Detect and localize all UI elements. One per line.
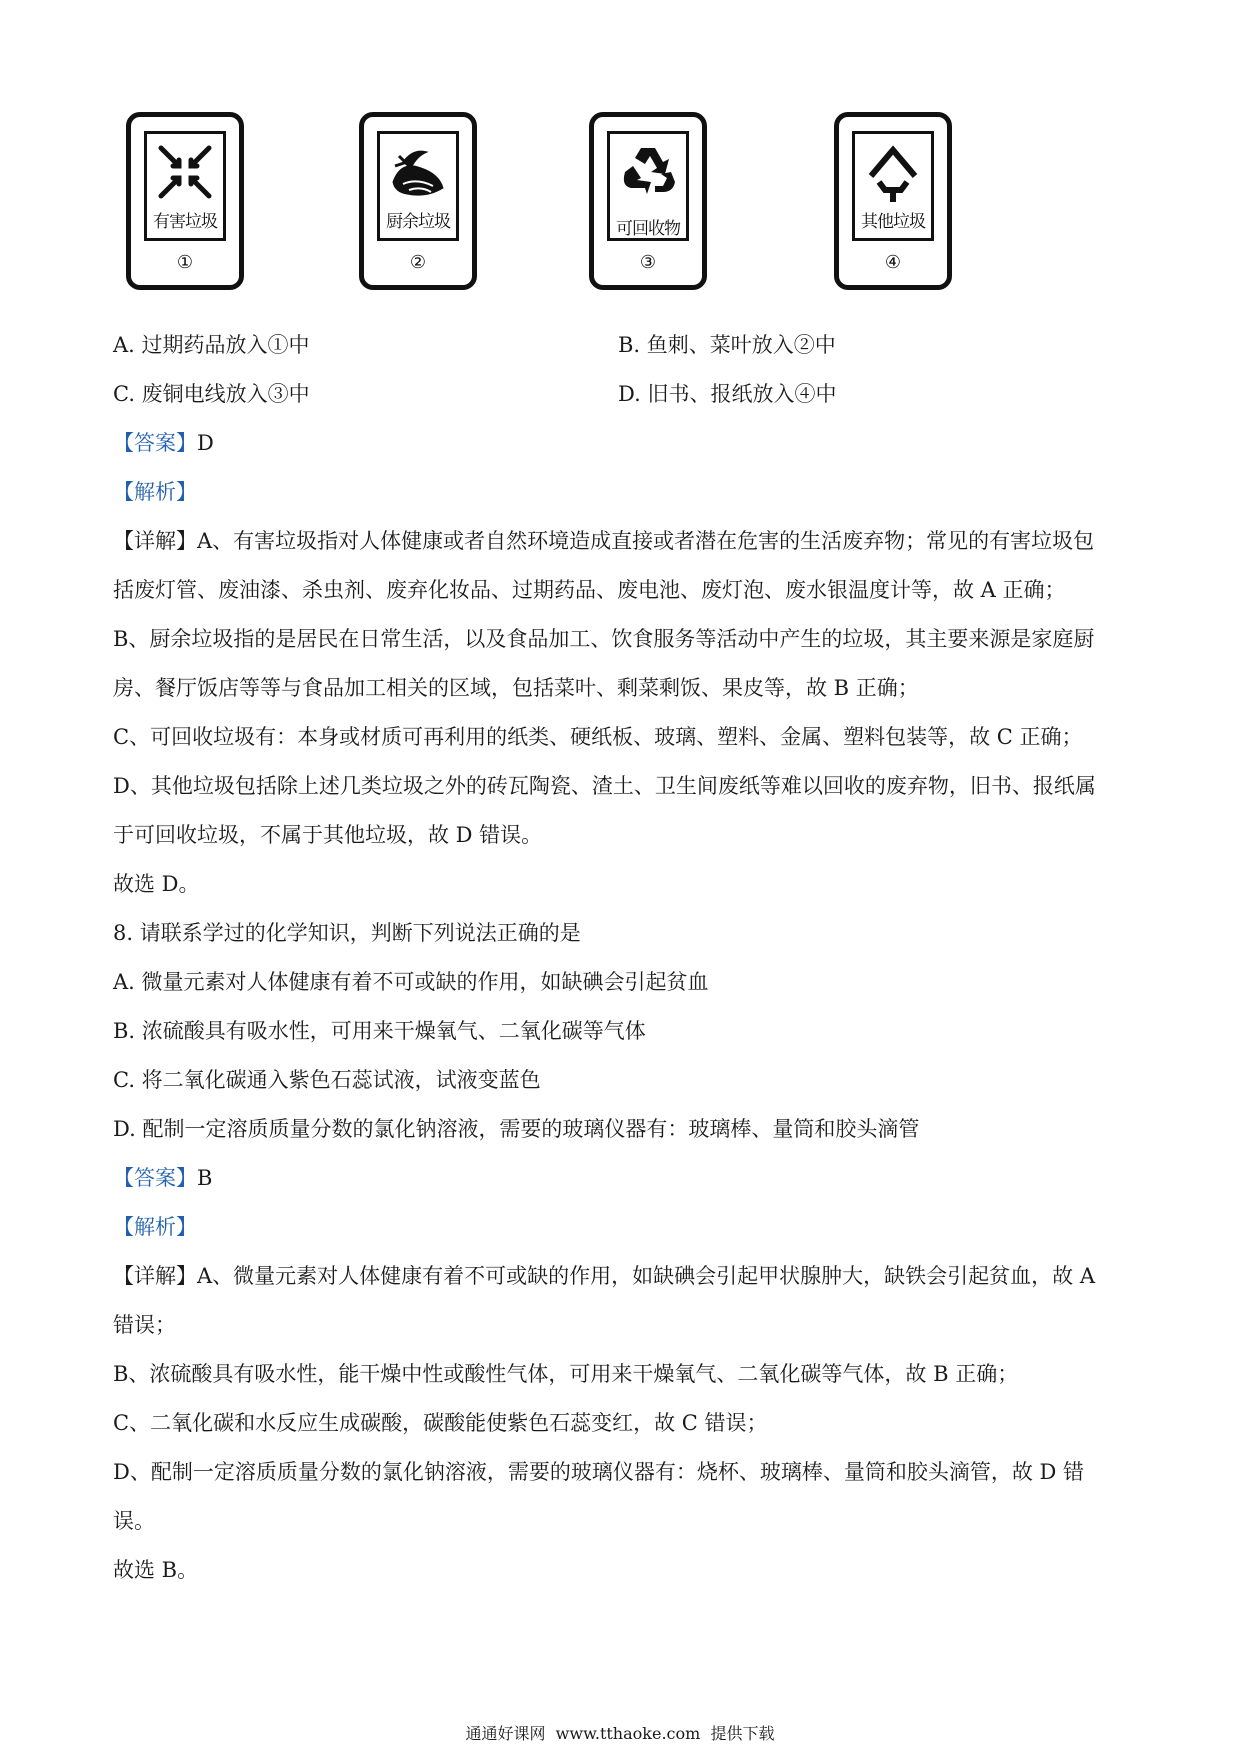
bin-label: 其他垃圾 — [861, 212, 925, 232]
q7-option-d: D. 旧书、报纸放入④中 — [618, 382, 837, 406]
garbage-bin-figure — [0, 112, 1240, 302]
detail-text: A、有害垃圾指对人体健康或者自然环境造成直接或者潜在危害的生活废弃物；常见的有害垃圾包 — [197, 529, 1095, 553]
q8-detail-line — [113, 1261, 1095, 1291]
analysis-tag: 【解析】 — [113, 1215, 197, 1239]
other-waste-arrow-icon — [863, 142, 923, 204]
kitchen-waste-bin — [359, 112, 477, 290]
q7-detail-line: 房、餐厅饭店等等与食品加工相关的区域，包括菜叶、剩菜剩饭、果皮等，故 B 正确； — [113, 676, 919, 700]
q7-detail-line: 括废灯管、废油漆、杀虫剂、废弃化妆品、过期药品、废电池、废灯泡、废水银温度计等，故 A 正确； — [113, 578, 1066, 602]
hazardous-x-icon — [155, 142, 215, 202]
detail-tag: 【详解】 — [113, 529, 197, 553]
q8-option-d: D. 配制一定溶质质量分数的氯化钠溶液，需要的玻璃仪器有：玻璃棒、量筒和胶头滴管 — [113, 1117, 920, 1141]
q7-detail-line: C、可回收垃圾有：本身或材质可再利用的纸类、硬纸板、玻璃、塑料、金属、塑料包装等，故 C 正确； — [113, 725, 1083, 749]
answer-tag: 【答案】 — [113, 431, 197, 455]
q7-conclusion: 故选 D。 — [113, 872, 200, 896]
bin-number: ① — [176, 252, 194, 273]
q8-detail-line: 错误； — [113, 1313, 176, 1337]
answer-tag: 【答案】 — [113, 1166, 197, 1190]
q7-answer — [113, 428, 214, 458]
q7-option-a: A. 过期药品放入①中 — [113, 333, 310, 357]
q7-analysis-heading — [113, 477, 197, 507]
q8-answer — [113, 1163, 212, 1193]
q8-detail-line: C、二氧化碳和水反应生成碳酸，碳酸能使紫色石蕊变红，故 C 错误； — [113, 1411, 768, 1435]
hazardous-waste-bin — [126, 112, 244, 290]
q8-detail-line: D、配制一定溶质质量分数的氯化钠溶液，需要的玻璃仪器有：烧杯、玻璃棒、量筒和胶头滴管，故 D 错 — [113, 1460, 1085, 1484]
q7-detail-line — [113, 526, 1094, 556]
q8-detail-line: 误。 — [113, 1509, 155, 1533]
q7-detail-line: B、厨余垃圾指的是居民在日常生活，以及食品加工、饮食服务等活动中产生的垃圾，其主要来源是家庭厨 — [113, 627, 1095, 651]
bin-number: ② — [409, 252, 427, 273]
q7-detail-line: D、其他垃圾包括除上述几类垃圾之外的砖瓦陶瓷、渣土、卫生间废纸等难以回收的废弃物，旧书、报纸属 — [113, 774, 1096, 798]
recyclable-panel — [607, 131, 689, 241]
q8-option-c: C. 将二氧化碳通入紫色石蕊试液，试液变蓝色 — [113, 1068, 541, 1092]
bin-label: 可回收物 — [616, 219, 680, 239]
other-waste-bin — [834, 112, 952, 290]
q8-option-a: A. 微量元素对人体健康有着不可或缺的作用，如缺碘会引起贫血 — [113, 970, 709, 994]
bin-label: 厨余垃圾 — [386, 212, 450, 232]
page-footer: 通通好课网 www.tthaoke.com 提供下载 — [465, 1724, 775, 1743]
bin-label: 有害垃圾 — [153, 212, 217, 232]
q7-detail-line: 于可回收垃圾，不属于其他垃圾，故 D 错误。 — [113, 823, 543, 847]
q8-option-b: B. 浓硫酸具有吸水性，可用来干燥氧气、二氧化碳等气体 — [113, 1019, 646, 1043]
q7-option-b: B. 鱼刺、菜叶放入②中 — [618, 333, 836, 357]
answer-value: B — [197, 1166, 213, 1190]
q8-conclusion: 故选 B。 — [113, 1558, 199, 1582]
q8-stem: 8. 请联系学过的化学知识，判断下列说法正确的是 — [113, 921, 581, 945]
other-panel — [852, 131, 934, 241]
q8-analysis-heading — [113, 1212, 197, 1242]
hazardous-panel — [144, 131, 226, 241]
detail-tag: 【详解】 — [113, 1264, 197, 1288]
fish-bone-leaf-icon — [387, 142, 449, 200]
detail-text: A、微量元素对人体健康有着不可或缺的作用，如缺碘会引起甲状腺肿大，缺铁会引起贫血，故 A — [197, 1264, 1096, 1288]
q7-option-c: C. 废铜电线放入③中 — [113, 382, 310, 406]
kitchen-panel — [377, 131, 459, 241]
recyclable-bin — [589, 112, 707, 290]
bin-number: ④ — [884, 252, 902, 273]
answer-value: D — [197, 431, 214, 455]
q8-detail-line: B、浓硫酸具有吸水性，能干燥中性或酸性气体，可用来干燥氧气、二氧化碳等气体，故 B 正确； — [113, 1362, 1019, 1386]
analysis-tag: 【解析】 — [113, 480, 197, 504]
bin-number: ③ — [639, 252, 657, 273]
recycle-icon — [617, 142, 679, 200]
